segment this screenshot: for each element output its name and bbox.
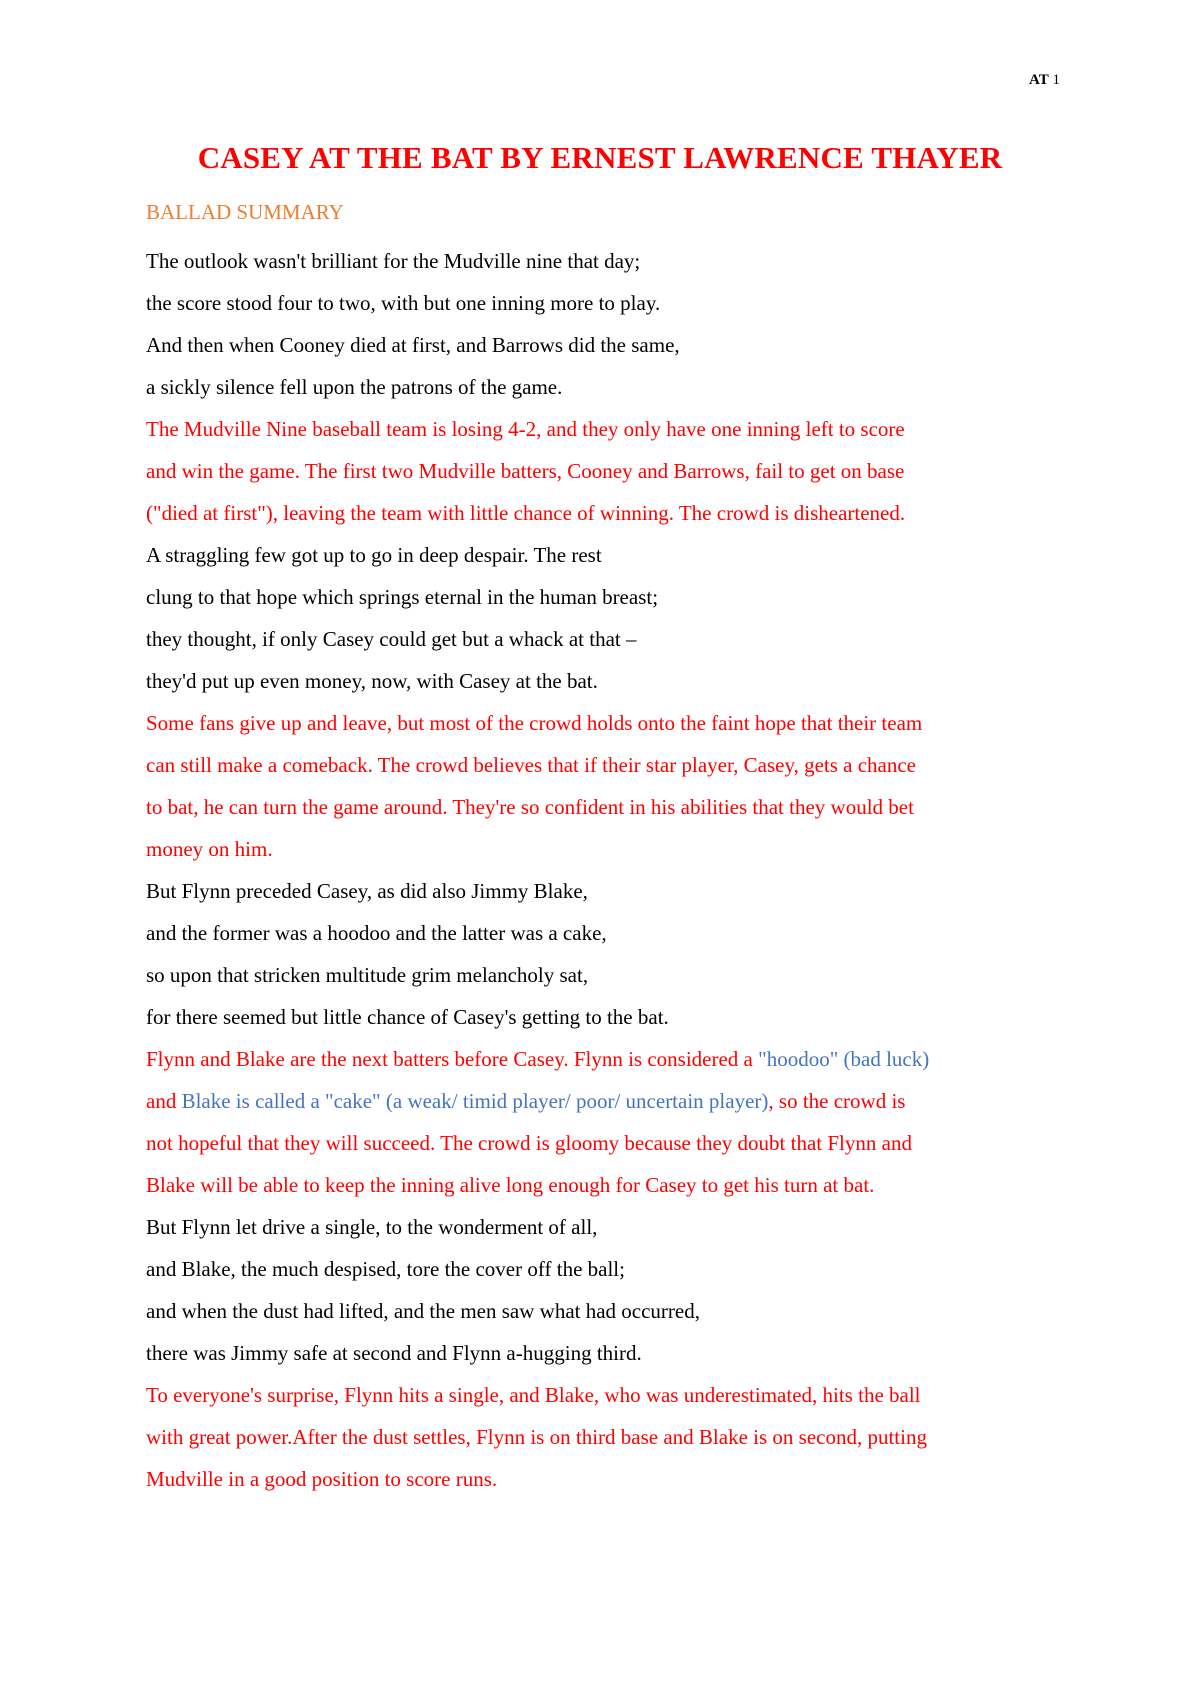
verse-line: The outlook wasn't brilliant for the Mudville nine that day;: [146, 249, 641, 273]
summary-line: can still make a comeback. The crowd believes that if their star player, Casey, gets a chance: [146, 753, 917, 777]
verse-line: they thought, if only Casey could get but a whack at that –: [146, 627, 637, 651]
verse-line: a sickly silence fell upon the patrons of the game.: [146, 375, 563, 399]
verse-line: and Blake, the much despised, tore the cover off the ball;: [146, 1257, 625, 1281]
highlighted-definition: Blake is called a "cake" (a weak/ timid player/ poor/ uncertain player): [181, 1089, 769, 1113]
summary-line: [146, 1038, 1076, 1080]
summary-line: not hopeful that they will succeed. The crowd is gloomy because they doubt that Flynn and: [146, 1131, 912, 1155]
verse-line: And then when Cooney died at first, and Barrows did the same,: [146, 333, 680, 357]
document-title: CASEY AT THE BAT BY ERNEST LAWRENCE THAYER: [197, 140, 1003, 175]
summary-line: [146, 1080, 1076, 1122]
page-header: [1029, 72, 1060, 89]
summary-line: Some fans give up and leave, but most of the crowd holds onto the faint hope that their team: [146, 711, 923, 735]
verse-line: so upon that stricken multitude grim melancholy sat,: [146, 963, 589, 987]
verse-line: there was Jimmy safe at second and Flynn a-hugging third.: [146, 1341, 642, 1365]
verse-line: But Flynn preceded Casey, as did also Jimmy Blake,: [146, 879, 588, 903]
summary-line: and win the game. The first two Mudville batters, Cooney and Barrows, fail to get on base: [146, 459, 905, 483]
summary-line: To everyone's surprise, Flynn hits a single, and Blake, who was underestimated, hits the ball: [146, 1383, 921, 1407]
verse-line: and when the dust had lifted, and the men saw what had occurred,: [146, 1299, 700, 1323]
summary-segment: , so the crowd is: [768, 1089, 906, 1113]
summary-line: to bat, he can turn the game around. They're so confident in his abilities that they would bet: [146, 795, 914, 819]
document-body: [146, 240, 1076, 1500]
page-number: 1: [1052, 72, 1060, 88]
verse-line: the score stood four to two, with but one inning more to play.: [146, 291, 661, 315]
summary-line: The Mudville Nine baseball team is losing 4-2, and they only have one inning left to score: [146, 417, 905, 441]
verse-line: for there seemed but little chance of Casey's getting to the bat.: [146, 1005, 669, 1029]
header-initials: AT: [1029, 72, 1049, 88]
highlighted-definition: "hoodoo" (bad luck): [758, 1047, 930, 1071]
section-heading: BALLAD SUMMARY: [146, 200, 344, 224]
verse-line: clung to that hope which springs eternal in the human breast;: [146, 585, 659, 609]
summary-line: ("died at first"), leaving the team with little chance of winning. The crowd is disheartened.: [146, 501, 906, 525]
verse-line: A straggling few got up to go in deep despair. The rest: [146, 543, 602, 567]
summary-line: Mudville in a good position to score runs.: [146, 1467, 498, 1491]
verse-line: they'd put up even money, now, with Casey at the bat.: [146, 669, 598, 693]
verse-line: But Flynn let drive a single, to the wonderment of all,: [146, 1215, 598, 1239]
summary-segment: Flynn and Blake are the next batters before Casey. Flynn is considered a: [146, 1047, 759, 1071]
summary-line: Blake will be able to keep the inning alive long enough for Casey to get his turn at bat.: [146, 1173, 875, 1197]
summary-line: money on him.: [146, 837, 273, 861]
summary-segment: and: [146, 1089, 182, 1113]
verse-line: and the former was a hoodoo and the latter was a cake,: [146, 921, 607, 945]
summary-line: with great power.After the dust settles, Flynn is on third base and Blake is on second, putting: [146, 1425, 927, 1449]
